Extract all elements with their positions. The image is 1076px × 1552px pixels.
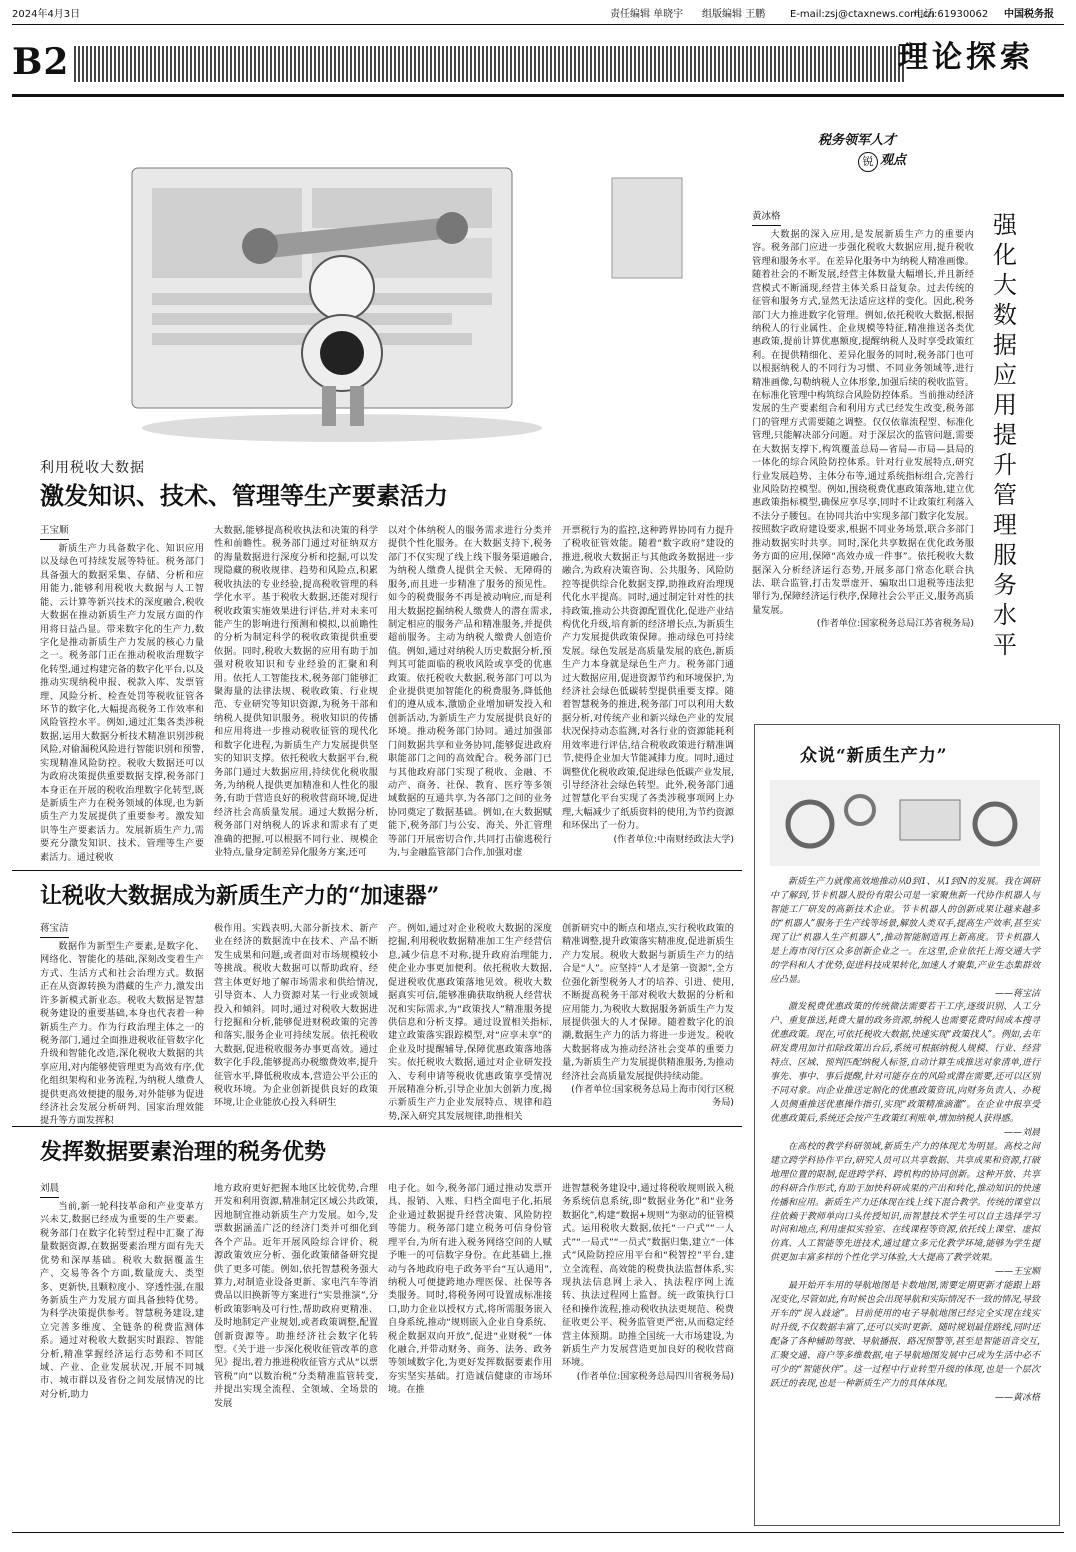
article3-col1	[40, 1200, 204, 1522]
article2-col1	[40, 940, 204, 1127]
sidebar-item-1-text: 新质生产力就像高效地推动从0到1、从1到N的发展。我在调研中了解到,节卡机器人股份有限公司是一家聚焦新一代协作机器人与智能工厂研发的高新技术企业。节卡机器人的创新成果让越来越多的“机器人”服务于生产线等场景,解放人类双手,提高生产效率,甚至实现了让“机器人生产机器人”,推动智能制造再上新高度。节卡机器人是上海市闵行区众多创新企业之一。在这里,企业依托上海交通大学的学科和人才优势,促进科技成果转化,加速人才聚集,产业生态集群效应凸显。	[770, 877, 1040, 985]
article1-author: (作者单位:中南财经政法大学)	[613, 833, 734, 845]
article3-col4	[562, 1182, 734, 1522]
article3-col2	[214, 1182, 378, 1522]
article2-rule	[12, 870, 742, 871]
sidebar-item-3-author: ——王宝顺	[994, 1267, 1040, 1278]
banner-rule	[12, 94, 1064, 97]
top-article-text: 大数据的深入应用,是发展新质生产力的重要内容。税务部门应进一步强化税收大数据应用,提升税收管理和服务水平。在差异化服务中为纳税人精准画像。随着社会的不断发展,经营主体数量大幅增长,并且新经营模式不断涌现,经营主体关系日益复杂。过去传统的征管和服务方式,显然无法适应这样的变化。因此,税务部门大力推进数字化管理。例如,依托税收大数据,根据纳税人的行业属性、企业规模等特征,精准推送各类优惠政策,提前计算优惠额度,提醒纳税人及时享受政策红利。在提供精细化、差异化服务的同时,税务部门也可以根据纳税人的不同行为习惯、不同业务领域等,进行精准画像,勾勒纳税人立体形象,加强后续的税收监管。在标准化管理中构筑综合风险防控体系。当前推动经济发展的生产要素组合和利用方式已经发生改变,税务部门的管理方式需要随之调整。仅仅依靠流程型、标准化管理,只能解决部分问题。对于深层次的监管问题,需要在大数据支撑下,构筑覆盖总局—省局—市局—县局的一体化的综合风险防控体系。针对行业发展特点,研究行业发展趋势、主体分布等,通过系统指标组合,完善行业风险防控模型。例如,围绕税费优惠政策落地,建立优惠政策指标模型,确保应享尽享,同时不让政策红利落入不法分子腰包。在协同共治中实现多部门数字化发展。按照数字政府建设要求,根据不同业务场景,联合多部门推动数据实时共享。同时,深化共享数据在优化政务服务方面的应用,保障“高效办成一件事”。依托税收大数据深入分析经济运行态势,开展多部门常态化联合执法、联合监管,打击发票虚开、骗取出口退税等违法犯罪行为,保障经济运行秩序,保障社会公平正义,服务高质量发展。	[752, 229, 974, 616]
header-rule	[12, 24, 1064, 25]
article1-col2-text: 大数据,能够提高税收执法和决策的科学性和前瞻性。税务部门通过对征纳双方的海量数据进行深度分析和挖掘,可以发现隐藏的税收规律、趋势和风险点,积累税收执法的专业经验,提高税收管理的科学化水平。基于税收大数据,还能对现行税收政策实施效果进行评估,并对未来可能产生的影响进行预测和模拟,以前瞻性的分析为制定科学的税收政策提供重要依据。同时,税收大数据的应用有助于加强对税收知识和专业经验的汇聚和利用。依托人工智能技术,税务部门能够汇聚海量的法律法规、税收政策、行业规范、专业研究等知识资源,为税务干部和纳税人提供知识服务。税收知识的传播和应用将进一步推动税收征管的现代化和数字化进程,为新质生产力发展提供坚实的知识支撑。依托税收大数据平台,税务部门通过大数据应用,持续优化税收服务,为纳税人提供更加精准和人性化的服务,有助于营造良好的税收营商环境,促进经济社会高质量发展。通过大数据分析,税务部门对纳税人的诉求和需求有了更准确的把握,可以根据不同行业、规模企业特点,量身定制差异化服务方案,还可	[214, 525, 378, 859]
sidebar-content	[770, 876, 1040, 1516]
footer-rule	[12, 1532, 1064, 1533]
column-logo-title: 税务领军人才	[818, 133, 897, 148]
article1-col4	[562, 524, 734, 860]
page-code: B2	[12, 41, 70, 83]
article1-col2	[214, 524, 378, 860]
article2-col2	[214, 922, 378, 1118]
sidebar-item-3-text: 在高校的教学科研领域,新质生产力的体现尤为明显。高校之间建立跨学科协作平台,研究人员可以共享数据、共享成果和资源,打破地理位置的限制,促进跨学科、跨机构的协同创新。这种开放、共享的科研合作形式,有助于加快科研成果的产出和转化,推动知识的快速传播和应用。新质生产力还体现在线上线下混合教学。传统的课堂以往依赖于教师单向口头传授知识,而智慧技术学生可以自主选择学习时间和地点,利用虚拟实验室、在线课程等资源,依托线上课堂、虚拟仿真、人工智能等先进技术,通过建立多元化教学环境,能够为学生提供更加丰富多样的个性化学习体验,大大提高了教学效果。	[770, 1141, 1041, 1264]
column-logo-sub: 观点	[880, 153, 907, 168]
article3-author: (作者单位:国家税务总局四川省税务局)	[576, 1370, 734, 1382]
article3-col3-text: 电子化。如今,税务部门通过推动发票开具、报销、入账、归档全面电子化,拓展企业通过数据提升经营决策、风险防控等能力。税务部门建立税务可信身份管理平台,为所有进入税务网络空间的人赋予唯一的可信数字身份。在此基础上,推动与各地政府电子政务平台“互认通用”,纳税人可便捷跨地办理医保、社保等各类服务。同时,将税务网可设置成标准接口,助力企业以授权方式,将所需服务嵌入自身系统,推动“规则嵌入企业自身系统、税企数据双向开放”,促进“业财税”一体化融合,并带动财务、商务、法务、政务等领域数字化,为更好发挥数据要素作用夯实坚实基础。打造诚信健康的市场环境。在推	[388, 1183, 552, 1396]
top-article-byline: 黄冰格	[752, 210, 781, 226]
robot-illustration	[12, 148, 702, 448]
column-logo-seal: 锐	[858, 152, 878, 172]
article1-col1-text: 新质生产力具备数字化、知识应用以及绿色可持续发展等特征。税务部门具备强大的数据采集、存储、分析和应用能力,能够利用税收大数据与人工智能、云计算等新兴技术的深度融合,税收大数据在推动新质生产力发展方面的作用将日益凸显。带来数字化的生产力,数字化是推动新质生产力发展的核心力量之一。税务部门正在推动税收治理数字化转型,通过构建完备的数字化平台,以及推动实现纳税申报、税款入库、发票管理、风险分析、检查处罚等税收征管各环节的数字化,大幅提高税务工作效率和风险管控水平。例如,通过汇集各类涉税数据,运用大数据分析技术精准识别涉税风险,对偷漏税风险进行智能识别和预警,实现精准风险防控。税收大数据还可以为政府决策提供重要数据支撑,税务部门本身正在开展的税收治理数字化转型,既是新质生产力在税务领域的体现,也为新质生产力发展提供了重要参考。激发知识等生产要素活力。发展新质生产力,需要充分激发知识、技术、管理等生产要素活力。通过税收	[40, 543, 204, 863]
top-article-body	[752, 228, 974, 706]
article2-col3	[388, 922, 552, 1122]
article2-col4	[562, 922, 734, 1118]
sidebar-item-2-text: 激发税费优惠政策的传统微法需要若干工序,逐级识别、人工分户、重复推送,耗费大量的政务资源,纳税人也需要花费时间成本搜寻优惠政策。现在,可依托税收大数据,快速实现“政策找人”。例如,去年研发费用加计扣除政策出台后,系统可根据纳税人规模、行业、经营特点、区域、预判匹配纳税人标签,自动计算生成推送对象清单,进行事先、事中、事后提醒,针对可能存在的风险或潜在需要,还可以区别不同对象。向企业推送定制化的优惠政策资讯,向财务负责人、办税人员侧重推送优惠操作指引,实现“政策精准滴灌”。在企业申报享受优惠政策后,系统还会按产生政策红利账单,增加纳税人获得感。	[770, 1002, 1040, 1124]
article2-col4-text: 创新研究中的断点和堵点,实行税收政策的精准调整,提升政策落实精准度,促进新质生产力发展。税收大数据与新质生产力的结合是“人”。应坚持“人才是第一资源”,全方位强化新型税务人才的培养、引进、使用,不断提高税务干部对税收大数据的分析和应用能力,为税收大数据服务新质生产力发展提供强大的人才保障。随着数字化的浪潮,数据生产力的活力将进一步迸发。税收大数据将成为推动经济社会变革的重要力量,为新质生产力发展提供精准服务,为推动经济社会高质量发展提供持续动能。	[562, 923, 734, 1082]
article1-byline: 王宝顺	[40, 524, 69, 540]
article2-author: (作者单位:国家税务总局上海市闵行区税务局)	[571, 1084, 734, 1109]
newspaper-name: 中国税务报	[1004, 9, 1054, 20]
article2-title: 让税收大数据成为新质生产力的“加速器”	[40, 883, 440, 909]
article1-col3-text: 以对个体纳税人的服务需求进行分类并提供个性化服务。在大数据支持下,税务部门不仅实现了线上线下服务渠道融合,为纳税人缴费人提供全天候、无障碍的服务,而且进一步精准了服务的预见性。如今的税费服务不再是被动响应,而是利用大数据挖掘纳税人缴费人的潜在需求,制定相应的服务产品和精准服务,并提供超前服务。主动为纳税人缴费人创造价值。例如,通过对纳税人历史数据分析,预判其可能面临的税收风险或享受的优惠政策。依托税收大数据,税务部门可以为企业提供更加智能化的税费服务,降低他们的遵从成本,激励企业增加研发投入和创新活动,为新质生产力发展提供良好的环境。推动税务部门协同。通过加强部门间数据共享和业务协同,能够促进政府职能部门之间的高效配合。税务部门已与其他政府部门实现了税收、金融、不动产、商务、社保、教育、医疗等多领域数据的互通共享,为各部门之间的业务协同奠定了数据基础。例如,在大数据赋能下,税务部门与公安、海关、外汇管理等部门开展密切合作,共同打击偷逃税行为,与金融监管部门合作,加强对虚	[388, 525, 552, 859]
contact-email[interactable]: E-mail:zsj@ctaxnews.com.cn	[790, 9, 935, 20]
contact-phone: 电话:61930062	[914, 9, 989, 20]
responsible-editor: 责任编辑 单晓宇	[610, 9, 684, 20]
article3-col3	[388, 1182, 552, 1522]
hatched-banner	[74, 46, 904, 82]
gears-icon	[770, 780, 1040, 866]
article3-byline: 刘晨	[40, 1182, 59, 1198]
sidebar-item-2-author: ——刘晨	[1003, 1127, 1040, 1138]
layout-editor: 组版编辑 王鹏	[702, 9, 766, 20]
top-article-author: (作者单位:国家税务总局江苏省税务局)	[816, 618, 974, 630]
article3-col4-text: 进智慧税务建设中,通过将税收规则嵌入税务系统信息系统,即“数据业务化”和“业务数据化”,构建“数据+规则”为驱动的征管模式。运用税收大数据,依托“一户式”“一人式”“一局式”“一员式”数据归集,建立“一体式”风险防控应用平台和“税智控”平台,建立全流程、高效能的税费执法监督体系,实现执法信息网上录入、执法程序网上流转、执法过程网上监督。统一政策执行口径和操作流程,推动税收执法更规范、税费征收更公平、税务监管更严密,从而稳定经营主体预期。助推全国统一大市场建设,为新质生产力发展营造更加良好的税收营商环境。	[562, 1183, 734, 1369]
column-logo	[818, 128, 948, 174]
article1-col3	[388, 524, 552, 860]
top-article-title: 强化大数据应用 提升管理服务水平	[993, 211, 1019, 659]
article1-col4-text: 开票税行为的监控,这种跨界协同有力提升了税收征管效能。随着“数字政府”建设的推进,税收大数据正与其他政务数据进一步融合,为政府决策咨询、公共服务、风险防控等提供综合化数据支撑,助推政府治理现代化水平提高。同时,通过制定针对性的扶持政策,推动公共资源配置优化,促进产业结构优化升级,培育新的经济增长点,为新质生产力发展提供政策保障。推动绿色可持续发展。绿色发展是高质量发展的底色,新质生产力本身就是绿色生产力。税务部门通过大数据应用,促进资源节约和环境保护,为经济社会绿色低碳转型提供重要支撑。随着智慧税务的推进,税务部门可以利用大数据分析,对传统产业和新兴绿色产业的发展状况保持动态监测,对各行业的资源能耗利用效率进行评估,结合税收政策进行精准调节,使得企业加大节能减排力度。同时,通过调整优化税收政策,促进绿色低碳产业发展,引导经济社会绿色转型。此外,税务部门通过智慧化平台实现了各类涉税事项网上办理,大幅减少了纸质资料的使用,为节约资源和环保出了一份力。	[562, 525, 734, 832]
article3-col2-text: 地方政府更好把握本地区比较优势,合理开发和利用资源,精准制定区域公共政策,因地制宜推动新质生产力发展。如今,发票数据涵盖广泛的经济门类并可细化到各个产品。近年开展风险综合评价、税源政策效应分析、强化政策储备研究提供了更多可能。例如,依托智慧税务强大算力,对制造业设备更新、家电汽车等消费品以旧换新等方案进行“实景推演”,分析政策影响及可行性,帮助政府更精准、及时地制定产业规划,或者政策调整,配置创新资源等。助推经济社会数字化转型。《关于进一步深化税收征管改革的意见》提出,着力推进税收征管方式从“以票管税”向“以数治税”分类精准监管转变,并提出实现全流程、全领域、全场景的发展	[214, 1183, 378, 1409]
article1-kicker: 利用税收大数据	[40, 460, 145, 476]
article2-col1-text: 数据作为新型生产要素,是数字化、网络化、智能化的基础,深刻改变着生产方式、生活方式和社会治理方式。数据正在从资源转换为潜藏的生产力,激发出许多新模式新业态。税收大数据是智慧税务建设的重要基础,本身也代表着一种新质生产力。作为行政治理主体之一的税务部门,通过全面推进税收征管数字化升级和智能化改造,深化税收大数据的共享应用,对内能够使管理更为高效有序,优化组织架构和业务流程,为纳税人缴费人提供更高效便捷的服务,对外能够为促进经济社会发展分析研判、国家治理效能提升等方面发挥积	[40, 941, 204, 1127]
section-title: 理论探索	[898, 40, 1034, 75]
sidebar-illustration	[770, 780, 1040, 866]
masthead-bar	[12, 6, 1064, 24]
sidebar-title: 众说“新质生产力”	[800, 746, 948, 766]
article2-col3-text: 产。例如,通过对企业税收大数据的深度挖掘,利用税收数据精准加工生产经营信息,减少信息不对称,提升政府治理能力,使企业办事更加便利。依托税收大数据,促进税收优惠政策落地见效。税收大数据真实可信,能够准确获取纳税人经营状况和实际需求,为“政策找人”精准服务提供信息和分析支撑。通过设置相关指标,建立政策落实跟踪模型,对“应享未享”的企业及时提醒辅导,保障优惠政策落地落实。依托税收大数据,通过对企业研发投入、专利申请等税收优惠政策享受情况开展精准分析,引导企业加大创新力度,揭示新质生产力企业发展特点、规律和趋势,深入研究其发展规律,助推相关	[388, 923, 552, 1122]
article3-rule	[12, 1126, 742, 1127]
sidebar-item-1-author: ——蒋宝洁	[994, 988, 1040, 999]
article3-title: 发挥数据要素治理的税务优势	[40, 1139, 327, 1165]
article3-col1-text: 当前,新一轮科技革命和产业变革方兴未艾,数据已经成为重要的生产要素。税务部门在数字化转型过程中汇聚了海量数据资源,在数据要素治理方面有先天优势和深厚基础。税收大数据覆盖生产、交易等各个方面,数量庞大、类型多、更新快,且颗粒度小、穿透性强,在服务新质生产力发展方面具备独特优势。为科学决策提供参考。智慧税务建设,建立完善多维度、全链条的税费监测体系。通过对税收大数据实时跟踪、智能分析,精准掌握经济运行态势和不同区域、产业、企业发展状况,开展不同城市、城市群以及省份之间发展情况的比对分析,助力	[40, 1201, 204, 1400]
article1-col1	[40, 542, 204, 863]
article2-byline: 蒋宝洁	[40, 922, 69, 938]
article2-col2-text: 极作用。实践表明,大部分新技术、新产业在经济的数据流中在技术、产品不断发生成果和问题,或者面对市场规模较小等挑战。税收大数据可以帮助政府、经营主体更好地了解市场需求和供给情况,引导资本、人力资源对某一行业或领域投入和倾斜。同时,通过对税收大数据进行挖掘和分析,能够促进财税政策的完善和落实,服务企业可持续发展。依托税收大数据,促进税收服务办事更高效。通过数字化手段,能够提高办税缴费效率,提升征管水平,降低税收成本,营造公平公正的税收环境。为企业创新提供良好的政策环境,让企业能放心投入科研生	[214, 923, 378, 1109]
article1-title: 激发知识、技术、管理等生产要素活力	[40, 481, 448, 510]
robot-wrench-icon	[12, 148, 702, 448]
sidebar-item-4-text: 最开始开车用的导航地图是卡数地图,需要定期更新才能跟上路况变化,尽管如此,有时候也会出现导航和实际情况不一致的情况,导致开车的“误入歧途”。目前使用的电子导航地图已经完全实现在线实时升级,不仅数据丰富了,还可以实时更新、随时规划最佳路线,同时还配备了各种辅助驾驶、导航播报、路况预警等,甚至是智能语音交互,汇聚交通、商户等多维数据,电子导航地图发展中已成为生活中必不可少的“智能伙伴”。这一过程中行业转型升级的体现,也是一个层次跃迁的表现,也是一种新质生产力的具体体现。	[770, 1281, 1040, 1389]
issue-date: 2024年4月3日	[12, 9, 81, 20]
sidebar-item-4-author: ——黄冰格	[994, 1392, 1040, 1403]
